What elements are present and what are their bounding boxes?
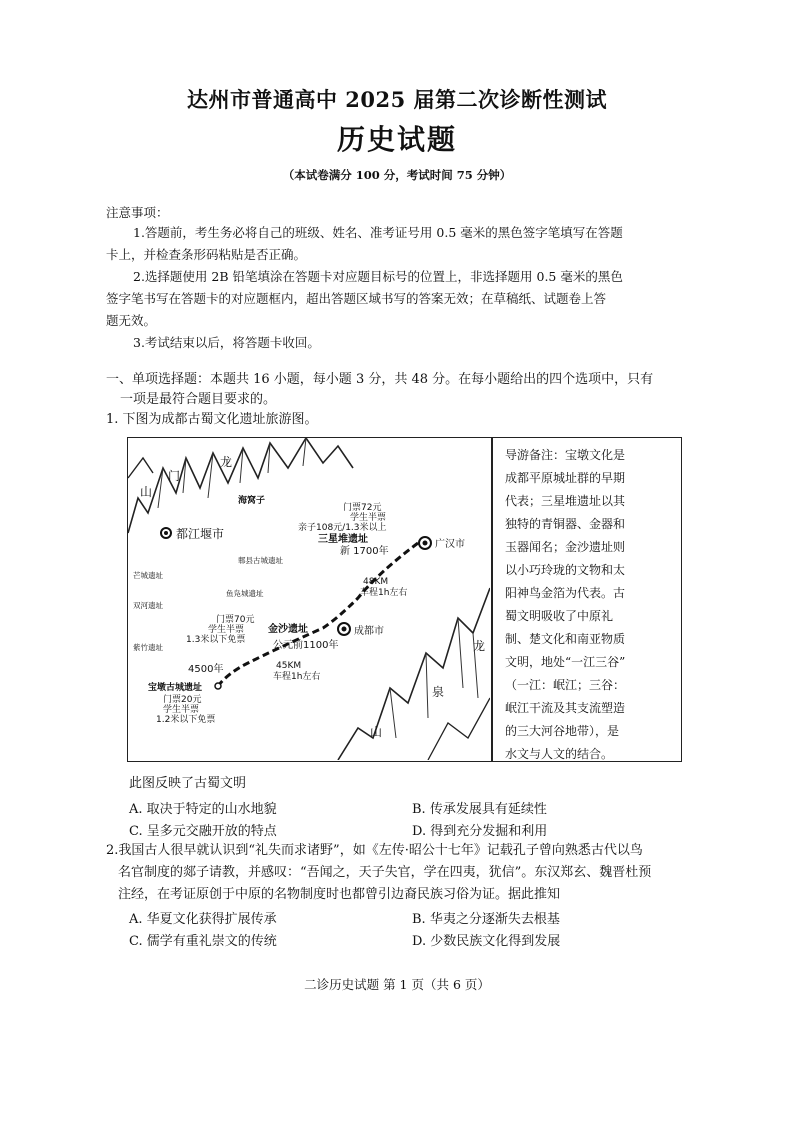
- map-label-long-east: 龙: [473, 639, 486, 653]
- map-label-sxd-child: 亲子108元/1.3米以上: [298, 523, 387, 533]
- guide-note-line: 独特的青铜器、金器和: [505, 517, 626, 531]
- map-label-long-north: 龙: [220, 455, 233, 469]
- section1-line1: 一、单项选择题：本题共 16 小题，每小题 3 分，共 48 分。在每小题给出的四个选项中，只有: [106, 372, 654, 387]
- q1-option-d: D. 得到充分发掘和利用: [412, 824, 548, 839]
- notice-item3: 3.考试结束以后，将答题卡收回。: [133, 335, 320, 350]
- q1-question: 此图反映了古蜀文明: [129, 776, 247, 791]
- section1-line2: 一项是最符合题目要求的。: [120, 392, 277, 407]
- map-label-js-student: 学生半票: [208, 625, 245, 635]
- exam-subtitle: （本试卷满分 100 分，考试时间 75 分钟）: [282, 168, 512, 182]
- tourism-map: [128, 438, 490, 760]
- mountain-shading-east: [390, 618, 478, 738]
- mountain-ridge-north: [128, 438, 353, 533]
- exam-title: 达州市普通高中 2025 届第二次诊断性测试: [186, 87, 608, 112]
- map-label-sxd-ticket: 门票72元: [343, 503, 382, 513]
- map-label-sxd-student: 学生半票: [350, 513, 387, 523]
- mountain-ridge-southeast: [428, 698, 490, 760]
- map-label-sanxingdui: 三星堆遗址: [318, 534, 368, 545]
- q1-option-a: A. 取决于特定的山水地貌: [129, 802, 277, 817]
- map-label-js-ticket: 门票70元: [216, 615, 255, 625]
- q2-option-b: B. 华夷之分逐渐失去根基: [412, 912, 560, 927]
- map-label-bd-student: 学生半票: [163, 705, 200, 715]
- map-label-dist2: 45KM: [276, 661, 302, 671]
- notice-item1-line1: 1.答题前，考生务必将自己的班级、姓名、准考证号用 0.5 毫米的黑色签字笔填写在答题: [133, 225, 623, 240]
- q1-option-c: C. 呈多元交融开放的特点: [129, 824, 277, 839]
- notice-item2-line2: 签字笔书写在答题卡的对应题框内，超出答题区域书写的答案无效；在草稿纸、试题卷上答: [106, 291, 607, 306]
- map-label-dujiangyan: 都江堰市: [176, 527, 225, 541]
- guide-note-line: 蜀文明吸收了中原礼: [505, 609, 614, 623]
- guide-note-line: （一江：岷江；三谷：: [505, 678, 626, 692]
- q2-line1: 2.我国古人很早就认识到“礼失而求诸野”，如《左传·昭公十七年》记载孔子曾向熟悉古代以鸟: [106, 843, 643, 858]
- guide-note-line: 文明，地处“一江三谷”: [505, 655, 626, 669]
- q2-option-a: A. 华夏文化获得扩展传承: [129, 912, 277, 927]
- notice-item2-line3: 题无效。: [106, 313, 157, 328]
- page-footer: 二诊历史试题 第 1 页（共 6 页）: [304, 977, 490, 992]
- q2-line2: 名官制度的郯子请教，并感叹：“吾闻之，天子失官，学在四夷，犹信”。东汉郑玄、魏晋杜预: [118, 865, 652, 880]
- map-label-yuhuang: 鱼凫城遗址: [226, 589, 264, 598]
- chengdu-marker-dot: [342, 627, 347, 632]
- q2-line3: 注经，在考证原创于中原的名物制度时也都曾引边裔民族习俗为证。据此推知: [118, 887, 561, 902]
- map-label-bd-ticket: 门票20元: [163, 695, 202, 705]
- map-label-baodun: 宝墩古城遗址: [148, 683, 203, 693]
- map-label-shuanghe: 双河遗址: [133, 601, 163, 610]
- guanghan-marker-dot: [423, 541, 428, 546]
- map-label-shan-south: 山: [370, 725, 383, 739]
- guide-note-line: 岷江干流及其支流塑造: [505, 701, 626, 715]
- map-label-dist1-time: 车程1h左右: [360, 588, 408, 598]
- map-label-age-baodun: 4500年: [188, 664, 224, 675]
- map-label-js-age: 公元前1100年: [273, 640, 339, 651]
- guide-note-line: 导游备注：宝墩文化是: [505, 448, 626, 462]
- map-label-dist2-time: 车程1h左右: [273, 672, 321, 682]
- guide-note-line: 阳神鸟金箔为代表。古: [505, 586, 626, 600]
- guide-note-line: 水文与人文的结合。: [505, 747, 614, 761]
- mountain-ridge-east: [338, 588, 490, 760]
- baodun-marker: [215, 683, 221, 689]
- subject-title: 历史试题: [336, 123, 457, 156]
- dujiangyan-marker-dot: [164, 531, 168, 535]
- map-label-chengdu: 成都市: [354, 626, 384, 637]
- guide-note-line: 制、楚文化和南亚物质: [505, 632, 626, 646]
- q2-option-d: D. 少数民族文化得到发展: [412, 934, 561, 949]
- map-label-zizhu: 紫竹遗址: [133, 643, 163, 652]
- map-label-guanghan: 广汉市: [435, 539, 465, 550]
- mountain-peak-left: [128, 458, 153, 478]
- notice-item1-line2: 卡上，并检查条形码粘贴是否正确。: [106, 247, 307, 262]
- map-label-js-child: 1.3米以下免票: [186, 635, 246, 645]
- guide-note-line: 的三大河谷地带），是: [505, 724, 620, 738]
- q1-stem: 1. 下图为成都古蜀文化遗址旅游图。: [106, 412, 318, 427]
- map-label-bd-child: 1.2米以下免票: [156, 715, 216, 725]
- map-divider: [491, 437, 493, 762]
- guide-note-line: 玉器闻名；金沙遗址则: [505, 540, 626, 554]
- notice-heading: 注意事项：: [106, 205, 169, 220]
- map-label-shan: 山: [140, 485, 153, 499]
- map-label-men: 门: [168, 469, 181, 483]
- map-label-jinsha: 金沙遗址: [268, 624, 308, 635]
- guide-note: [505, 444, 677, 766]
- guide-note-line: 成都平原城址群的早期: [505, 471, 626, 485]
- q2-option-c: C. 儒学有重礼崇文的传统: [129, 934, 277, 949]
- guide-note-line: 以小巧玲珑的文物和太: [505, 563, 626, 577]
- map-label-quan: 泉: [432, 685, 445, 699]
- map-label-yufu: 郫县古城遗址: [238, 556, 283, 565]
- map-label-dist1: 48KM: [363, 577, 389, 587]
- map-label-sxd-age: 新 1700年: [340, 546, 389, 557]
- map-label-haiwozi: 海窝子: [238, 496, 266, 506]
- guide-note-line: 代表；三星堆遗址以其: [505, 494, 626, 508]
- map-label-mangcheng: 芒城遗址: [133, 571, 163, 580]
- notice-item2-line1: 2.选择题使用 2B 铅笔填涂在答题卡对应题目标号的位置上，非选择题用 0.5 毫米的黑色: [133, 269, 623, 284]
- q1-option-b: B. 传承发展具有延续性: [412, 802, 547, 817]
